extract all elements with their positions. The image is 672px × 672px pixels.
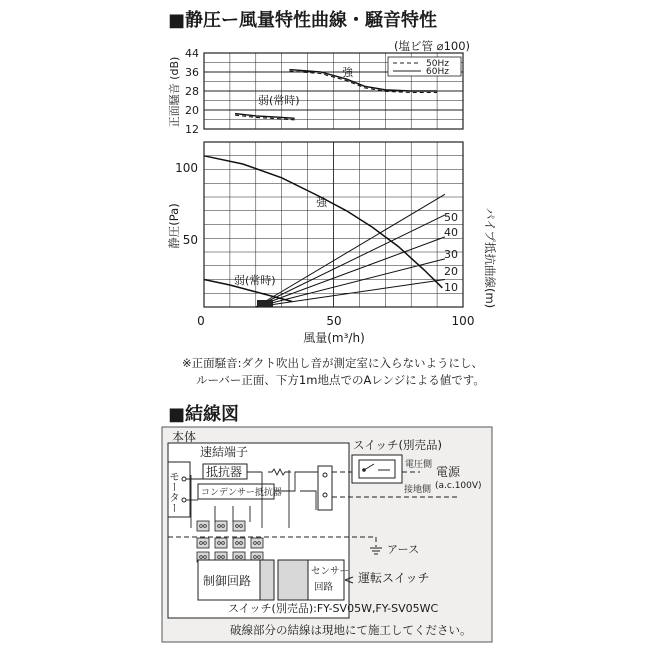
noise-y-tick: 12 — [185, 123, 199, 136]
label-switch-models: スイッチ(別売品):FY-SV05W,FY-SV05WC — [228, 602, 439, 615]
pipe-length-30: 30 — [444, 248, 458, 261]
sensor-connector — [278, 560, 308, 600]
noise-label-weak: 弱(常時) — [258, 94, 300, 107]
label-motor: モーター — [168, 471, 180, 513]
pressure-label-strong: 強 — [316, 196, 327, 209]
terminal-cell — [197, 521, 209, 531]
label-run-switch: 運転スイッチ — [358, 571, 430, 585]
pipe-length-40: 40 — [444, 226, 458, 239]
label-control-circuit: 制御回路 — [203, 574, 252, 588]
pressure-x-tick-0: 0 — [197, 314, 205, 328]
label-voltage-side: 電圧側 — [405, 460, 433, 470]
label-sensor-1: センサー — [311, 566, 350, 577]
pipe-length-20: 20 — [444, 265, 458, 278]
legend-60hz: 60Hz — [426, 67, 449, 77]
pressure-y-tick-50: 50 — [182, 233, 198, 247]
label-sensor-2: 回路 — [314, 582, 334, 593]
label-power-spec: (a.c.100V) — [435, 481, 482, 491]
terminal-cell — [233, 538, 245, 548]
pressure-x-label: 風量(m³/h) — [303, 331, 365, 345]
label-terminal: 速結端子 — [200, 445, 249, 459]
switch-pivot — [362, 468, 366, 472]
section-title-characteristics: ■静圧ー風量特性曲線・騒音特性 — [168, 10, 438, 31]
pipe-length-50: 50 — [444, 211, 458, 224]
control-connector — [260, 560, 274, 600]
pressure-y-label: 静圧(Pa) — [167, 203, 181, 249]
terminal-cell — [197, 538, 209, 548]
label-capacitor-resistor: コンデンサー抵抗器 — [201, 488, 282, 498]
noise-y-tick: 44 — [185, 47, 199, 60]
terminal-cell — [215, 521, 227, 531]
section-title-wiring: ■結線図 — [168, 404, 240, 425]
label-earth: アース — [387, 543, 420, 556]
legend-50hz: 50Hz — [426, 59, 449, 69]
pressure-x-tick-50: 50 — [326, 314, 342, 328]
label-power: 電源 — [436, 465, 461, 479]
pipe-spec: (塩ビ管 ⌀100) — [394, 39, 471, 53]
noise-label-strong: 強 — [342, 66, 353, 79]
pressure-x-tick-100: 100 — [451, 314, 475, 328]
label-resistor: 抵抗器 — [206, 465, 243, 479]
noise-y-tick: 36 — [185, 66, 199, 79]
pipe-resistance-axis-label: パイプ抵抗曲線(m) — [483, 207, 497, 309]
noise-y-tick: 28 — [185, 85, 199, 98]
noise-y-label: 正面騒音 (dB) — [168, 56, 181, 128]
terminal-cell — [215, 538, 227, 548]
pressure-label-weak: 弱(常時) — [234, 274, 276, 287]
label-body: 本体 — [172, 430, 197, 444]
pipe-length-10: 10 — [444, 281, 458, 294]
label-broken-line-note: 破線部分の結線は現地にて施工してください。 — [230, 623, 472, 637]
pressure-y-tick-100: 100 — [175, 161, 198, 175]
label-ground-side: 接地側 — [404, 485, 432, 495]
label-switch-sold: スイッチ(別売品) — [353, 438, 443, 452]
note-line-1: ※正面騒音:ダクト吹出し音が測定室に入らないようにし、 — [182, 356, 484, 370]
terminal-cell — [251, 538, 263, 548]
noise-y-tick: 20 — [185, 104, 199, 117]
terminal-cell — [233, 521, 245, 531]
note-line-2: ルーバー正面、下方1m地点でのAレンジによる値です。 — [196, 373, 485, 387]
